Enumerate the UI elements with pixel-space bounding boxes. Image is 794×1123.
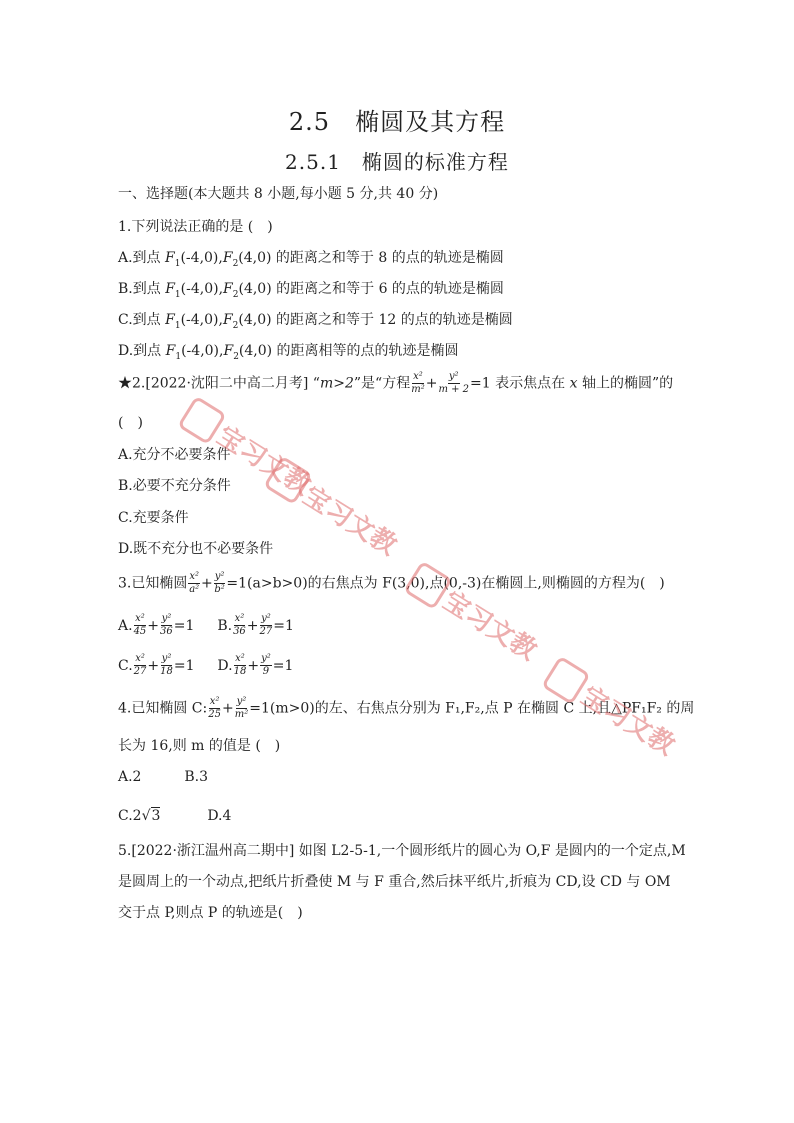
- q1-option-c: C.到点 $F_1(-4,0),F_2(4,0)$ 的距离之和等于 12 的点的轨迹是椭圆: [118, 312, 513, 331]
- q1-option-b: B.到点 $F_1(-4,0),F_2(4,0)$ 的距离之和等于 6 的点的轨迹是椭圆: [118, 281, 504, 300]
- q2-option-d: D.既不充分也不必要条件: [118, 541, 274, 557]
- q1-option-a: A.到点 $F_1(-4,0),F_2(4,0)$ 的距离之和等于 8 的点的轨迹是椭圆: [118, 250, 504, 269]
- watermark-logo-icon: [177, 395, 227, 445]
- question-5-line-2: 是圆周上的一个动点,把纸片折叠使 M 与 F 重合,然后抹平纸片,折痕为 CD,设 CD 与 OM: [118, 874, 671, 890]
- q3-option-c: C. $\frac{\text{x²}}{27}$ + $\frac{\text{y²}}{18}$ =1: [118, 653, 195, 677]
- question-1-stem: 1.下列说法正确的是 ( ): [118, 219, 273, 235]
- q3-option-d: D. $\frac{\text{x²}}{18}$ + $\frac{\text{y²}}{9}$ =1: [217, 653, 294, 677]
- q4-option-a: A.2: [118, 769, 142, 785]
- q2-option-a: A.充分不必要条件: [118, 447, 231, 463]
- q3-option-a: A. $\frac{\text{x²}}{45}$ + $\frac{\text{y²}}{36}$ =1: [118, 613, 195, 637]
- q4-option-d: D.4: [207, 808, 232, 824]
- watermark-logo-icon: [263, 455, 313, 505]
- q4-option-b: B.3: [184, 769, 209, 785]
- section-heading: 一、选择题(本大题共 8 小题,每小题 5 分,共 40 分): [118, 186, 439, 202]
- question-3-stem: 3.已知椭圆 $\frac{\text{x²}}{\text{a²}}$ + $\frac{\text{y²}}{\text{b²}}$ =1(a>b>0)的右焦点为 F(3,0),点(0,-3)在椭圆上,则椭圆的方程为( ): [118, 571, 665, 595]
- question-2-paren: ( ): [118, 415, 143, 431]
- q3-options-row-1: [118, 614, 294, 637]
- q1-option-d: D.到点 $F_1(-4,0),F_2(4,0)$ 的距离相等的点的轨迹是椭圆: [118, 343, 459, 362]
- q4-options-row-1: [118, 769, 208, 786]
- page-subtitle: 2.5.1 椭圆的标准方程: [285, 150, 509, 174]
- watermark: 宝习文教: [262, 490, 406, 527]
- q3-options-row-2: [118, 654, 293, 677]
- question-5-line-1: 5.[2022·浙江温州高二期中] 如图 L2-5-1,一个圆形纸片的圆心为 O,F 是圆内的一个定点,M: [118, 843, 686, 859]
- q2-option-b: B.必要不充分条件: [118, 478, 231, 494]
- question-5-line-3: 交于点 P,则点 P 的轨迹是( ): [118, 905, 303, 921]
- q4-option-c: C.2√3: [118, 808, 161, 824]
- question-2-stem: ★2.[2022·沈阳二中高二月考] “m>2”是“方程 $\frac{\text{x²}}{\text{m²}}$ + $\frac{\text{y²}}{m + 2}$ =1 表示焦点在 x 轴上的椭圆”的: [118, 371, 674, 395]
- question-4-line-2: 长为 16,则 m 的值是 ( ): [118, 738, 281, 754]
- question-4-stem: 4.已知椭圆 C: $\frac{\text{x²}}{25}$ + $\frac{\text{y²}}{\text{m²}}$ =1(m>0)的左、右焦点分别为 F₁,F₂,点 P 在椭圆 C 上,且△PF₁F₂ 的周: [118, 696, 695, 720]
- watermark: 宝习文教: [540, 690, 684, 727]
- watermark: 宝习文教: [176, 430, 320, 467]
- page-title: 2.5 椭圆及其方程: [288, 108, 506, 136]
- q3-option-b: B. $\frac{\text{x²}}{36}$ + $\frac{\text{y²}}{27}$ =1: [217, 613, 294, 637]
- q2-option-c: C.充要条件: [118, 510, 189, 526]
- q4-options-row-2: [118, 808, 231, 825]
- watermark: 宝习文教: [402, 595, 546, 632]
